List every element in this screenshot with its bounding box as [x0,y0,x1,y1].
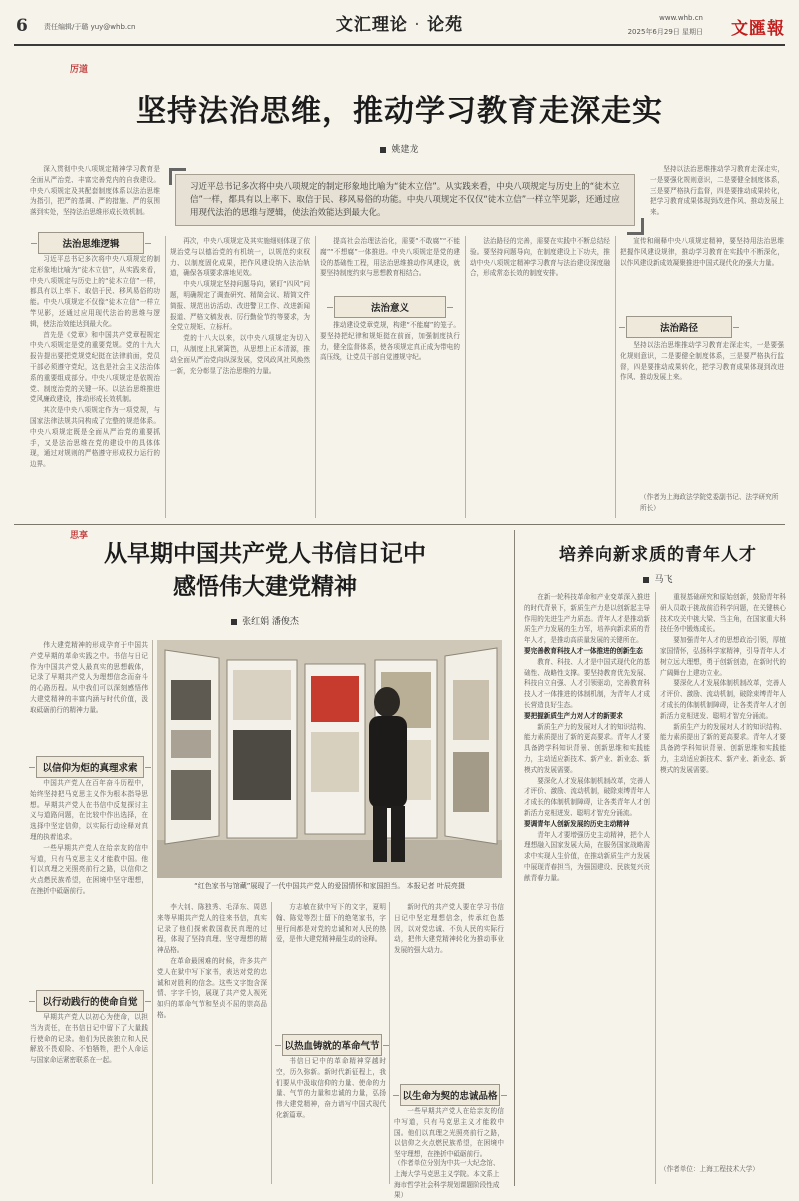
editor-credit: 责任编辑/于璐 yuy@whb.cn [44,23,136,31]
article1-column-1 [30,254,160,518]
article2-column-4 [394,902,504,1076]
article2-intro-column [30,640,148,750]
article2-paragraph: 中国共产党人在百年奋斗历程中，始终坚持把马克思主义作为根本指导思想。早期共产党人在书信中反复探讨主义与道路问题，在比较中作出选择，在选择中坚定信仰，以实际行动诠释对真理的执着追求。 [30,779,148,841]
lead-corner-top-left [169,168,186,185]
article2-subhead-3: 以热血铸就的革命气节 [282,1034,382,1056]
article2-title-line-2: 感悟伟大建党精神 [173,574,357,600]
article2-column-1 [30,778,148,982]
article1-byline [0,142,799,155]
article2-authors: 张红娟 潘俊杰 [242,617,299,627]
article1-paragraph: 再次，中央八项规定及其实施细则体现了依规治党与以德治党的有机统一，以规范约束权力、以制度固化成果，把作风建设纳入法治轨道，确保各项要求落地见效。 [170,237,310,278]
article3-byline [527,572,789,585]
article2-subhead-4: 以生命为契的忠诚品格 [400,1084,500,1106]
article1-title: 坚持法治思维，推动学习教育走深走实 [136,94,663,129]
article2-intro-paragraph: 伟大建党精神的形成孕育于中国共产党早期的革命实践之中。书信与日记作为中国共产党人最真实的思想载体，记录了早期共产党人为理想信念而奋斗的心路历程。从中我们可以深刻感悟伟大建党精神的丰富内涵与时代价值，汲取砥砺前行的精神力量。 [30,641,148,714]
article2-paragraph: 新时代的共产党人要在学习书信日记中坚定理想信念，传承红色基因，以对党忠诚、不负人民的实际行动，把伟大建党精神转化为推动事业发展的强大动力。 [394,903,504,955]
article1-column-3-top [320,236,460,286]
article2-subhead-2: 以行动践行的使命自觉 [36,990,144,1012]
article2-title-line-1: 从早期中国共产党人书信日记中 [104,541,426,567]
column-divider [655,592,656,1184]
article2-paragraph: 一些早期共产党人在给亲友的信中写道，只有马克思主义才能救中国。他们以真理之光照亮前行之路，以信仰之火点燃民族希望，在困境中坚守理想，在挫折中砥砺前行。 [394,1107,504,1159]
article1-column-3 [320,320,460,518]
column-divider [315,236,316,518]
column-divider [152,640,153,1184]
newspaper-logo: 文匯報 [731,19,785,39]
section-divider [14,524,785,525]
article1-paragraph: 中央八项规定坚持问题导向，紧盯“四风”问题，明确规定了调查研究、精简会议、精简文件简报、规范出访活动、改进警卫工作、改进新闻报道、严格文稿发表、厉行勤俭节约等要求，为全党立规矩、立标杆。 [170,280,310,332]
article2-subhead-1: 以信仰为炬的真理求索 [36,756,144,778]
column-divider [165,236,166,518]
page-number: 6 [16,16,28,36]
article2-title [30,538,500,604]
article1-paragraph: 提高社会治理法治化，需要“不敢腐”“不能腐”“不想腐”一体推进。中央八项规定是党的建设的基础性工程，用法治思维推动作风建设，就要坚持制度约束与思想教育相结合。 [320,237,460,278]
article1-section-tag: 厉道 [70,65,89,75]
article3-column-2 [660,592,786,1162]
article2-author-note: （作者单位分别为中共一大纪念馆、上海大学马克思主义学院。本文系上海市哲学社会科学规划课题阶段性成果） [394,1159,500,1200]
issue-date: 2025年6月29日 星期日 [627,28,703,36]
article3-paragraph: 教育、科技、人才是中国式现代化的基础性、战略性支撑。要坚持教育优先发展、科技自立自强、人才引领驱动，完善教育科技人才一体推进的体制机制，为青年人才成长营造良好生态。 [524,657,650,709]
article3-author-note: （作者单位：上海工程技术大学） [660,1165,759,1173]
article3-author: 马飞 [654,575,673,585]
article1-paragraph: 推动建设党章党规，构建“不能腐”的笼子。要坚持把纪律和规矩挺在前面，加强制度执行力，健全监督体系，使各项规定真正成为带电的高压线，让党员干部自觉遵规守纪。 [320,321,460,362]
article1-intro-paragraph: 深入贯彻中央八项规定精神学习教育是全面从严治党、丰富完善党内的自我建设。中央八项规定及其配套制度体系以法治思维为指引，把严的基调、严的措施、严的氛围落到实处，坚持法治思维形成长效机制。 [30,165,160,217]
article3-paragraph: 要加强青年人才的思想政治引领，厚植家国情怀，弘扬科学家精神，引导青年人才树立远大理想，勇于创新创造，在新时代的广阔舞台上建功立业。 [660,636,786,677]
article1-right-intro-column [650,164,784,224]
article1-subhead-1: 法治思维逻辑 [38,232,144,254]
article3-paragraph: 要深化人才发展体制机制改革，完善人才评价、激励、流动机制，破除束缚青年人才成长的体制机制障碍，让各类青年人才创新活力竞相迸发、聪明才智充分涌流。 [660,679,786,720]
article1-author: 姚建龙 [391,145,419,155]
column-subname: 论苑 [427,15,464,35]
article3-paragraph: 新质生产力的发展对人才的知识结构、能力素质提出了新的更高要求。青年人才要具备跨学科知识背景、创新思维和实践能力，主动适应新技术、新产业、新业态、新模式的发展需要。 [660,722,786,774]
byline-square-icon [380,147,386,153]
article2-paragraph: 方志敏在狱中写下的文字，夏明翰、陈觉等烈士留下的绝笔家书，字里行间都是对党的忠诚和对人民的热爱，是伟大建党精神最生动的诠释。 [276,903,386,944]
article2-column-3 [276,902,386,1028]
article1-lead-box: 习近平总书记多次将中央八项规定的制定形象地比喻为“徒木立信”。从实践来看，中央八项规定与历史上的“徒木立信”一样，都具有以上率下、取信于民、移风易俗的功能。中央八项规定不仅仅“徒木立信”一样立竿见影，还通过应用现代法治的思维与逻辑，使法治效能达到最大化。 [175,174,635,226]
article1-column-5 [620,340,784,490]
exhibition-photo [157,640,502,878]
column-divider [465,236,466,518]
article3-paragraph: 青年人才要增强历史主动精神，把个人理想融入国家发展大局，在服务国家战略需求中实现人生价值，在推动新质生产力发展中展现青春担当，为强国建设、民族复兴贡献青春力量。 [524,830,650,882]
website: www.whb.cn [659,14,703,22]
article-divider [514,530,515,1186]
column-divider [389,902,390,1184]
lead-corner-bottom-right [627,218,644,235]
article2-paragraph: 李大钊、陈独秀、毛泽东、周恩来等早期共产党人的往来书信，真实记录了他们探索救国救民真理的过程，体现了坚持真理、坚守理想的精神品格。 [157,903,267,955]
exhibition-photo-illustration [157,640,502,878]
photo-caption: “红色家书与馆藏”展现了一代中国共产党人的爱国情怀和家国担当。 本报记者 叶辰亮摄 [194,882,465,890]
article1-column-4 [470,236,610,518]
article3-paragraph: 在新一轮科技革命和产业变革深入推进的时代背景下，新质生产力是以创新起主导作用的先进生产力质态。青年人才是推动新质生产力发展的生力军，培养向新求质的青年人才，是推动高质量发展的关键所在。 [524,593,650,645]
column-name: 文汇理论 [335,15,408,35]
article3-paragraph: 新质生产力的发展对人才的知识结构、能力素质提出了新的更高要求。青年人才要具备跨学科知识背景、创新思维和实践能力，主动适应新技术、新产业、新业态、新模式的发展需要。 [524,722,650,774]
article2-section-tag: 思享 [70,531,89,541]
article1-paragraph: 党的十八大以来，以中央八项规定为切入口，从制度上扎紧篱笆，从思想上正本清源，推动全面从严治党向纵深发展，党风政风社风焕然一新，充分彰显了法治思维的力量。 [170,334,310,375]
column-divider [615,236,616,518]
article1-intro-column [30,164,160,224]
article1-author-note: （作者为上海政法学院党委副书记、法学研究所所长） [640,493,779,512]
column-separator: · [407,15,428,35]
column-divider [271,902,272,1184]
article2-column-2 [157,902,267,1184]
article1-column-5-top [620,236,784,310]
article2-paragraph: 书信日记中的革命精神穿越时空，历久弥新。新时代新征程上，我们要从中汲取信仰的力量、使命的力量、气节的力量和忠诚的力量，弘扬伟大建党精神，奋力谱写中国式现代化新篇章。 [276,1057,386,1119]
article1-subhead-2: 法治意义 [334,296,446,318]
article3-column-1 [524,592,650,1184]
article2-paragraph: 在革命最困难的时候，许多共产党人在狱中写下家书，表达对党的忠诚和对胜利的信念。这些文字饱含深情、字字千钧，展现了共产党人视死如归的革命气节和坚贞不屈的崇高品格。 [157,956,267,1019]
article1-paragraph: 法治路径的完善，需要在实践中不断总结经验。要坚持问题导向，在制度建设上下功夫，推动中央八项规定精神学习教育与法治建设深度融合，形成常态长效的制度安排。 [470,237,610,278]
article2-paragraph: 早期共产党人以初心为使命，以担当为责任，在书信日记中留下了大量践行使命的记录。他们为民族独立和人民解放不畏艰险、不怕牺牲，把个人命运与国家命运紧密联系在一起。 [30,1013,148,1065]
article1-paragraph: 坚持以法治思维推动学习教育走深走实，一是要强化规则意识，二是要健全制度体系，三是要严格执行监督，四是要推动成果转化，把学习教育成果体现到改进作风、推动发展上来。 [620,341,784,382]
article1-paragraph: 坚持以法治思维推动学习教育走深走实，一是要强化规则意识，二是要健全制度体系，三是要严格执行监督，四是要推动成果转化，把学习教育成果体现到改进作风、推动发展上来。 [650,165,784,217]
masthead [0,0,799,58]
article2-byline [30,614,500,627]
article3-subhead-3: 要调青年人创新发展的历史主动精神 [524,819,630,828]
article2-column-4-bottom [394,1106,504,1159]
article1-paragraph: 其次是中央八项规定作为一项党规，与国家法律法规共同构成了完整的规范体系。中央八项规定既是全面从严治党的重要抓手，又是法治思维在党的建设中的具体体现，通过对规则的严格遵守形成权力运行的边界。 [30,406,160,469]
byline-square-icon [231,619,237,625]
article1-paragraph: 首先是《党章》和中国共产党章程规定中央八项规定是党的重要党规。党的十九大报告提出要把党规党纪挺在法律前面，党员干部必须遵守党纪，这也是社会主义法治体系的重要组成部分。中央八项规定是依规治党、制度治党的关键一环。以法治思维推进党风廉政建设，推动形成长效机制。 [30,330,160,404]
article3-subhead-2: 要把握新质生产力对人才的新要求 [524,711,623,720]
article2-paragraph: 一些早期共产党人在给亲友的信中写道，只有马克思主义才能救中国。他们以真理之光照亮前行之路，以信仰之火点燃民族希望，在困境中坚守理想，在挫折中砥砺前行。 [30,843,148,895]
article3-paragraph: 重视基础研究和原始创新，鼓励青年科研人员敢于挑战前沿科学问题，在关键核心技术攻关中挑大梁、当主角，在国家重大科技任务中锻炼成长。 [660,593,786,634]
article2-column-1-bottom [30,1012,148,1182]
article3-subhead-1: 要完善教育科技人才一体推进的创新生态 [524,646,643,655]
masthead-rule [14,44,785,46]
article1-subhead-3: 法治路径 [626,316,732,338]
article1-column-2 [170,236,310,518]
article1-paragraph: 宣传和阐释中央八项规定精神，要坚持用法治思维把握作风建设规律，推动学习教育在实践中不断深化，以作风建设新成效凝聚推进中国式现代化的强大力量。 [620,237,784,267]
byline-square-icon [643,577,649,583]
article3-paragraph: 要深化人才发展体制机制改革，完善人才评价、激励、流动机制，破除束缚青年人才成长的体制机制障碍，让各类青年人才创新活力竞相迸发、聪明才智充分涌流。 [524,776,650,817]
article1-paragraph: 习近平总书记多次将中央八项规定的制定形象地比喻为“徒木立信”，从实践来看，中央八项规定与历史上的“徒木立信”一样，都具有以上率下、取信于民、移风易俗的功能。中央八项规定不仅像“徒木立信”一样立竿见影，还通过应用现代法治的思维与逻辑，使法治效能达到最大化。 [30,255,160,328]
article2-column-3-bottom [276,1056,386,1184]
article3-title: 培养向新求质的青年人才 [559,545,757,565]
